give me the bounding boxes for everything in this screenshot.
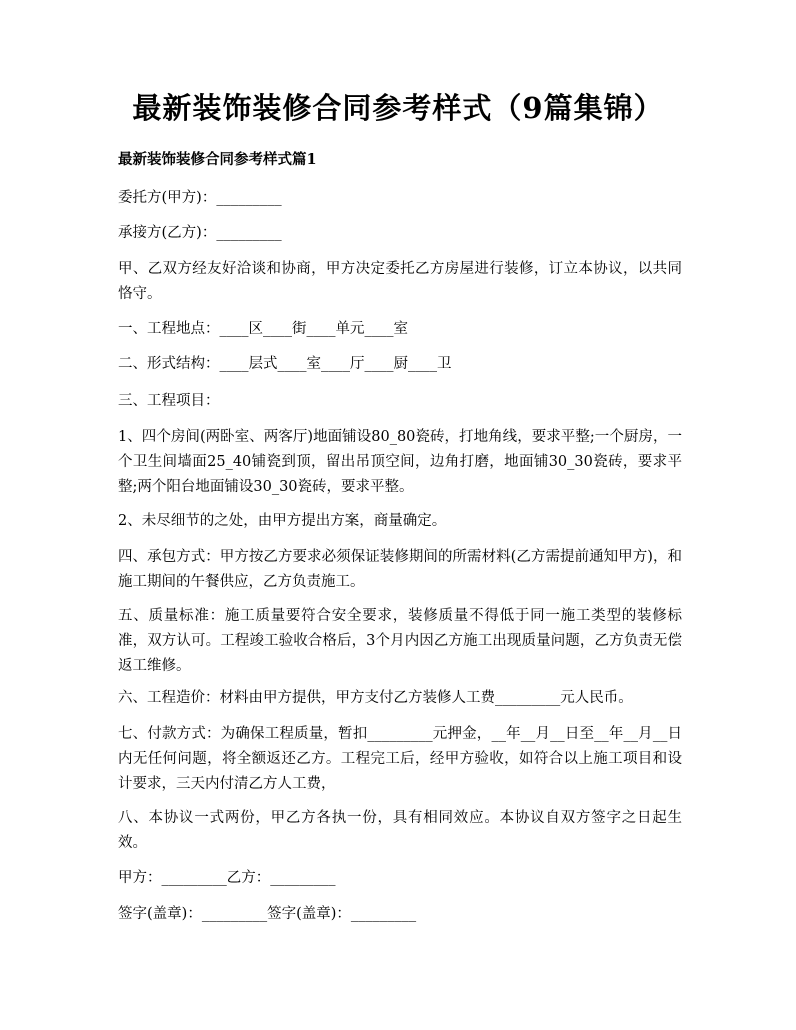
- signature-seals: 签字(盖章)：_________签字(盖章)：_________: [118, 906, 417, 922]
- party-a-line: 委托方(甲方)：_________: [118, 190, 282, 206]
- intro-paragraph: 甲、乙双方经友好洽谈和协商，甲方决定委托乙方房屋进行装修，订立本协议，以共同恪守。: [118, 261, 682, 302]
- party-b-line: 承接方(乙方)：_________: [118, 225, 282, 241]
- clause-contract-mode: 四、承包方式：甲方按乙方要求必须保证装修期间的所需材料(乙方需提前通知甲方)，和施工期间的午餐供应，乙方负责施工。: [118, 549, 682, 590]
- clause-cost: 六、工程造价：材料由甲方提供，甲方支付乙方装修人工费_________元人民币。: [118, 690, 633, 706]
- clause-location: 一、工程地点：____区____街____单元____室: [118, 321, 408, 337]
- clause-item-1: 1、四个房间(两卧室、两客厅)地面铺设80_80瓷砖，打地角线，要求平整;一个厨房，一个卫生间墙面25_40铺瓷到顶，留出吊顶空间，边角打磨，地面铺30_30瓷砖，要求平整;两个阳台地面铺设30_30瓷砖，要求平整。: [118, 429, 682, 495]
- document-title: 最新装饰装修合同参考样式（9篇集锦）: [132, 91, 664, 125]
- clause-quality: 五、质量标准：施工质量要符合安全要求，装修质量不得低于同一施工类型的装修标准，双方认可。工程竣工验收合格后，3个月内因乙方施工出现质量问题，乙方负责无偿返工维修。: [118, 608, 682, 674]
- clause-structure: 二、形式结构：____层式____室____厅____厨____卫: [118, 356, 452, 372]
- clause-item-2: 2、未尽细节的之处，由甲方提出方案，商量确定。: [118, 513, 447, 529]
- clause-copies: 八、本协议一式两份，甲乙方各执一份，具有相同效应。本协议自双方签字之日起生效。: [118, 810, 682, 851]
- clause-items-heading: 三、工程项目：: [118, 393, 220, 409]
- section-title: 最新装饰装修合同参考样式篇1: [118, 151, 317, 168]
- clause-payment: 七、付款方式：为确保工程质量，暂扣_________元押金，__年__月__日至__年__月__日内无任何问题，将全额返还乙方。工程完工后，经甲方验收，如符合以上施工项目和设计要求，三天内付清乙方人工费，: [118, 726, 682, 792]
- signature-parties: 甲方：_________乙方：_________: [118, 870, 336, 886]
